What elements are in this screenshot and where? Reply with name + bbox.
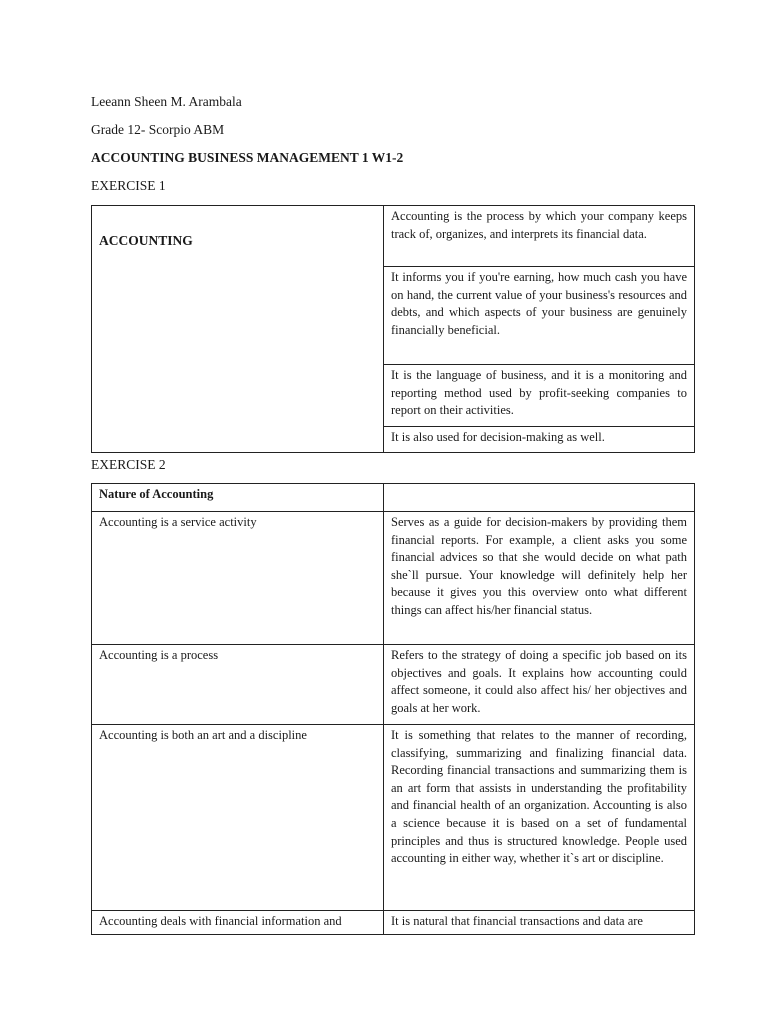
grade-section: Grade 12- Scorpio ABM: [91, 122, 225, 137]
exercise2-table: [91, 483, 695, 935]
term-cell: ACCOUNTING: [92, 206, 384, 453]
nature-cell: Accounting is both an art and a discipline: [92, 725, 384, 911]
table-row: [92, 645, 695, 725]
explanation-cell: It is something that relates to the manner of recording, classifying, summarizing and finalizing financial data. Recording financial transactions and summarizing them is an art form that assists in understanding the profitability and financial health of an organization. Accounting is also a science because it is based on a set of fundamental principles and thus is structured knowledge. People used accounting in either way, whether it`s art or discipline.: [384, 725, 695, 911]
nature-cell: Accounting is a process: [92, 645, 384, 725]
table-header-row: [92, 484, 695, 512]
nature-cell: Accounting is a service activity: [92, 512, 384, 645]
definition-cell: It is also used for decision-making as well.: [384, 427, 695, 453]
table-row: [92, 206, 695, 267]
explanation-cell: Refers to the strategy of doing a specific job based on its objectives and goals. It explains how accounting could affect someone, it could also affect his/ her objectives and goals at her work.: [384, 645, 695, 725]
exercise1-table: [91, 205, 695, 453]
definition-cell: Accounting is the process by which your company keeps track of, organizes, and interprets its financial data.: [384, 206, 695, 267]
exercise2-heading: EXERCISE 2: [91, 457, 166, 472]
course-title: ACCOUNTING BUSINESS MANAGEMENT 1 W1-2: [91, 150, 404, 165]
explanation-cell: It is natural that financial transactions and data are: [384, 911, 695, 935]
definition-cell: It is the language of business, and it is a monitoring and reporting method used by profit-seeking companies to report on their activities.: [384, 365, 695, 427]
column-header-nature: Nature of Accounting: [92, 484, 384, 512]
table-row: [92, 911, 695, 935]
table-row: [92, 725, 695, 911]
nature-cell: Accounting deals with financial information and: [92, 911, 384, 935]
table-row: [92, 512, 695, 645]
exercise1-heading: EXERCISE 1: [91, 178, 166, 193]
student-name: Leeann Sheen M. Arambala: [91, 94, 242, 109]
definition-cell: It informs you if you're earning, how much cash you have on hand, the current value of your business's resources and debts, and which aspects of your business are genuinely financially beneficial.: [384, 267, 695, 365]
explanation-cell: Serves as a guide for decision-makers by providing them financial reports. For example, a client asks you some financial advices so that she would decide on what path she`ll pursue. Your knowledge will definitely help her because it gives you this overview onto what different things can affect his/her financial status.: [384, 512, 695, 645]
column-header-explanation: [384, 484, 695, 512]
